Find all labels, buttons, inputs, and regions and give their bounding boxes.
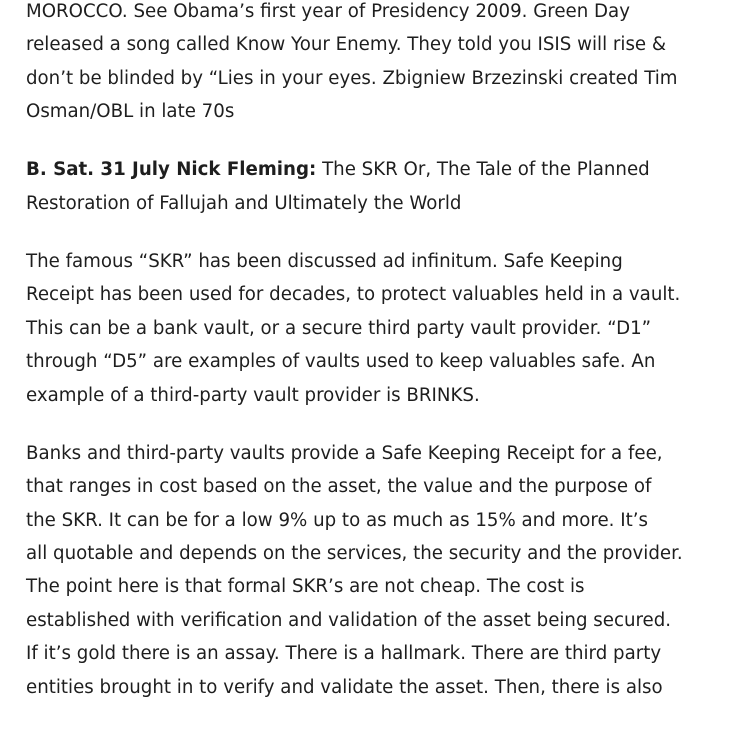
- text-line: released a song called Know Your Enemy. They told you ISIS will rise &: [26, 34, 667, 56]
- text-line: that ranges in cost based on the asset, the value and the purpose of: [26, 476, 652, 498]
- text-line: The famous “SKR” has been discussed ad infinitum. Safe Keeping: [26, 251, 623, 273]
- text-line: through “D5” are examples of vaults used to keep valuables safe. An: [26, 351, 656, 373]
- entry-title-part1: The SKR Or, The Tale of the Planned: [316, 159, 650, 181]
- paragraph-skr-cost: [26, 437, 743, 704]
- text-line: This can be a bank vault, or a secure third party vault provider. “D1”: [26, 317, 652, 339]
- text-line: Banks and third-party vaults provide a Safe Keeping Receipt for a fee,: [26, 442, 663, 464]
- text-line: example of a third-party vault provider is BRINKS.: [26, 384, 480, 406]
- paragraph-intro: [26, 0, 743, 129]
- text-line: the SKR. It can be for a low 9% up to as much as 15% and more. It’s: [26, 509, 648, 531]
- text-line: entities brought in to verify and validate the asset. Then, there is also: [26, 676, 663, 698]
- text-line: If it’s gold there is an assay. There is a hallmark. There are third party: [26, 643, 662, 665]
- text-line: don’t be blinded by “Lies in your eyes. Zbigniew Brzezinski created Tim: [26, 67, 678, 89]
- entry-heading: [26, 153, 743, 220]
- text-line: established with verification and validation of the asset being secured.: [26, 609, 672, 631]
- paragraph-skr-definition: [26, 245, 743, 412]
- article-body: [26, 0, 743, 729]
- entry-title-part2: Restoration of Fallujah and Ultimately the World: [26, 192, 462, 214]
- text-line: Receipt has been used for decades, to protect valuables held in a vault.: [26, 284, 681, 306]
- heading-line: [26, 153, 743, 186]
- entry-date-author: B. Sat. 31 July Nick Fleming:: [26, 159, 317, 181]
- text-line: MOROCCO. See Obama’s first year of Presidency 2009. Green Day: [26, 1, 630, 22]
- text-line: all quotable and depends on the services, the security and the provider.: [26, 543, 683, 565]
- text-line: Osman/OBL in late 70s: [26, 101, 235, 123]
- text-line: The point here is that formal SKR’s are not cheap. The cost is: [26, 576, 585, 598]
